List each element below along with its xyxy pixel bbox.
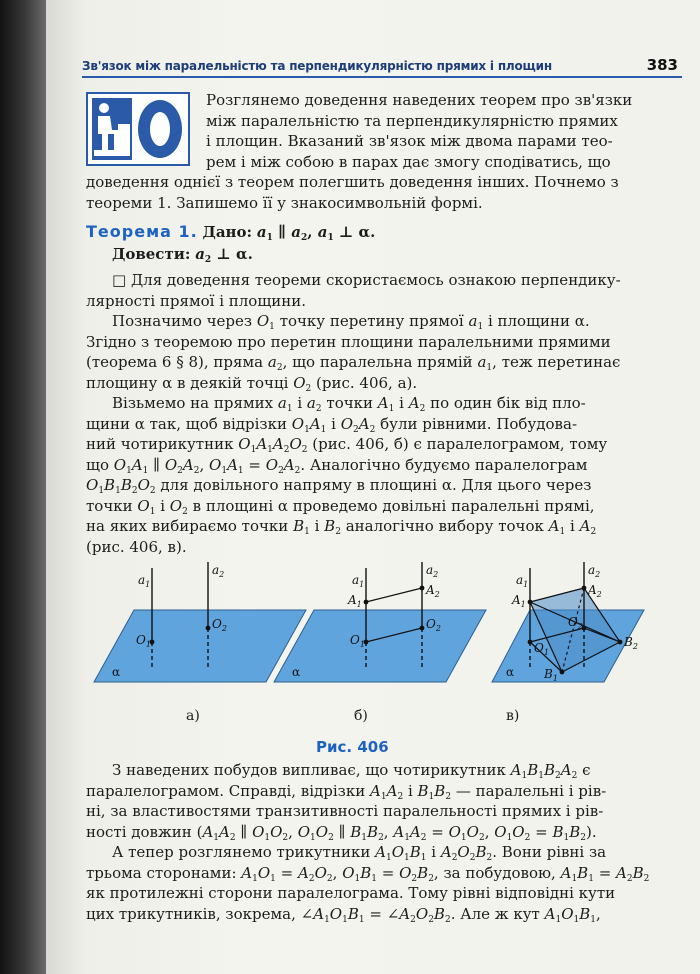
svg-text:a2: $a_2$ [426,563,439,579]
proof-pictogram-icon [86,92,190,166]
conclusion-line: ності довжин ($A_1A_2$ ∥ $O_1O_2$, $O_1O_2$ ∥ $B_1B_2$, $A_1A_2 = O_1O_2$, $O_1O_2 = B_1B_2$). [86,822,597,843]
proof-line: що $O_1A_1$ ∥ $O_2A_2$, $O_1A_1 = O_2A_2$. Аналогічно будуємо паралелограм [86,455,588,476]
proof-line: на яких вибираємо точки $B_1$ і $B_2$ аналогічно вибору точок $A_1$ і $A_2$ [86,517,597,537]
theorem-label: Теорема 1. [86,222,198,241]
figure-panel-a [94,562,306,682]
proof-start-square-icon: □ [112,271,127,289]
svg-text:O1: $O_1$ [534,641,549,657]
intro-line: між паралельністю та перпендикулярністю прямих [206,111,618,130]
conclusion-line: цих трикутників, зокрема, $\angle A_1O_1B_1$ = $\angle A_2O_2B_2$. Але ж кут $A_1O_1B_1$, [86,904,601,925]
proof-line: (рис. 406, в). [86,537,187,556]
subcaption-b: б) [354,708,368,724]
conclusion-line: ні, за властивостями транзитивності паралельності прямих і рів- [86,802,604,820]
label-a2: $a_2$ [212,563,225,579]
svg-text:a1: $a_1$ [352,573,365,589]
proof-line: лярності прямої і площини. [86,291,307,310]
header-title: Зв'язок між паралельністю та перпендикулярністю прямих і площин [82,59,552,73]
figure-caption: Рис. 406 [316,738,389,756]
proof-line: ний чотирикутник $O_1A_1A_2O_2$ (рис. 406, б) є паралелограмом, тому [86,435,608,455]
running-header [82,56,682,78]
proof-line: $O_1B_1B_2O_2$ для довільного напряму в площині α. Для цього через [86,476,592,496]
prove-label: Довести: [112,245,191,263]
proof-line: Візьмемо на прямих $a_1$ і $a_2$ точки $A_1$ і $A_2$ по один бік від пло- [112,394,586,414]
subcaption-a: а) [186,708,200,724]
svg-text:α: α [292,665,301,679]
subcaption-c: в) [506,708,520,724]
svg-text:a1: $a_1$ [516,573,529,589]
svg-text:A1: $A_1$ [512,593,526,609]
svg-text:A2: $A_2$ [426,583,440,599]
svg-text:O1: $O_1$ [350,633,365,649]
conclusion-line: А тепер розглянемо трикутники $A_1O_1B_1$ і $A_2O_2B_2$. Вони рівні за [112,843,607,863]
figure-406 [92,560,652,710]
proof-line: точки $O_1$ і $O_2$ в площині α проведемо довільні паралельні прямі, [86,496,595,517]
book-page [46,0,700,974]
conclusion-line: трьома сторонами: $A_1O_1 = A_2O_2$, $O_1B_1 = O_2B_2$, за побудовою, $A_1B_1 = A_2B_2$ [86,863,650,884]
svg-text:O2: $O_2$ [426,617,441,633]
svg-text:B2: $B_2$ [624,635,638,651]
label-alpha: α [112,665,121,679]
intro-line: і площин. Вказаний зв'язок між двома парами тео- [206,132,613,150]
svg-text:B1: $B_1$ [544,667,558,683]
theorem-given: Теорема 1. Дано: $a_1$ ∥ $a_2$, $a_1$ ⊥ α. [86,222,376,243]
label-o2: $O_2$ [212,617,227,633]
intro-paragraph-top [206,90,680,172]
proof-line: щини α так, щоб відрізки $O_1A_1$ і $O_2A_2$ були рівними. Побудова- [86,414,578,435]
intro-paragraph-bottom [86,172,680,213]
proof-body [86,270,680,557]
figure-panel-c [492,562,644,683]
intro-line: рем і між собою в парах дає змогу сподіватись, що [206,152,611,171]
intro-line: Розглянемо доведення наведених теорем про зв'язки [206,91,633,109]
proof-line: площину α в деякій точці $O_2$ (рис. 406, а). [86,373,418,394]
conclusion-line: як протилежні сторони паралелограма. Тому рівні відповідні кути [86,884,616,902]
svg-text:A1: $A_1$ [348,593,362,609]
figure-panel-b [274,562,486,682]
given-label: Дано: [202,223,253,241]
conclusion-body [86,760,680,924]
intro-line: доведення однієї з теорем полегшить доведення інших. Почнемо з [86,173,619,191]
conclusion-line: З наведених побудов випливає, що чотирикутник $A_1B_1B_2A_2$ є [112,761,591,781]
intro-line: теореми 1. Запишемо її у знакосимвольній формі. [86,193,483,212]
svg-text:O2: $O_2$ [568,615,583,631]
proof-line: (теорема 6 § 8), пряма $a_2$, що паралельна прямій $a_1$, теж перетинає [86,353,621,373]
conclusion-line: паралелограмом. Справді, відрізки $A_1A_2$ і $B_1B_2$ — паралельні і рів- [86,781,607,802]
label-o1: $O_1$ [136,633,151,649]
proof-line: □ Для доведення теореми скористаємось ознакою перпендику- [112,271,621,289]
svg-text:α: α [506,665,515,679]
theorem-prove: Довести: $a_2$ ⊥ α. [112,245,253,265]
plane-alpha-a [94,610,306,682]
label-a1: $a_1$ [138,573,151,589]
svg-text:a2: $a_2$ [588,563,601,579]
page-number: 383 [646,56,678,74]
proof-line: Згідно з теоремою про перетин площини паралельними прямими [86,332,611,351]
svg-text:A2: $A_2$ [588,583,602,599]
proof-line: Позначимо через $O_1$ точку перетину прямої $a_1$ і площини α. [112,312,590,332]
book-spine-shadow [0,0,46,974]
